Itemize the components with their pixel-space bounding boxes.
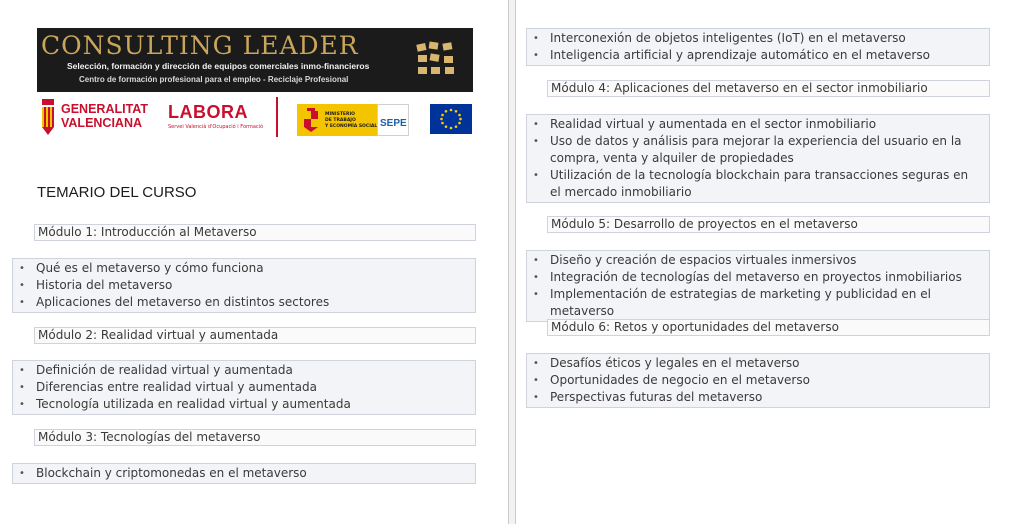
list-item: • Qué es el metaverso y cómo funciona — [13, 260, 475, 277]
logo-divider — [276, 97, 278, 137]
module-2-heading: Módulo 2: Realidad virtual y aumentada — [34, 327, 476, 344]
page-separator — [508, 0, 516, 524]
consulting-leader-banner — [37, 28, 473, 92]
document-page-left — [0, 0, 508, 524]
banner-tagline: Centro de formación profesional para el empleo - Reciclaje Profesional — [79, 75, 349, 84]
module-4-heading: Módulo 4: Aplicaciones del metaverso en el sector inmobiliario — [547, 80, 990, 97]
list-item: • Diferencias entre realidad virtual y aumentada — [13, 379, 475, 396]
module-6-list — [526, 353, 990, 408]
list-item: • Integración de tecnologías del metaverso en proyectos inmobiliarios — [527, 269, 989, 286]
module-3-list-continued — [526, 28, 990, 66]
eu-flag-icon — [430, 104, 472, 134]
generalitat-line2: VALENCIANA — [61, 116, 143, 130]
list-item: • Aplicaciones del metaverso en distintos sectores — [13, 294, 475, 311]
list-item: • Tecnología utilizada en realidad virtual y aumentada — [13, 396, 475, 413]
course-title: TEMARIO DEL CURSO — [37, 184, 197, 201]
ministry-logo — [297, 104, 377, 136]
list-item: • Oportunidades de negocio en el metaverso — [527, 372, 989, 389]
module-3-list — [12, 463, 476, 484]
list-item: • Uso de datos y análisis para mejorar la experiencia del usuario en la compra, venta y alquiler de propiedades — [527, 133, 989, 167]
list-item: • Realidad virtual y aumentada en el sector inmobiliario — [527, 116, 989, 133]
module-3-heading: Módulo 3: Tecnologías del metaverso — [34, 429, 476, 446]
module-6-heading: Módulo 6: Retos y oportunidades del metaverso — [547, 319, 990, 336]
generalitat-line1: GENERALITAT — [61, 102, 149, 116]
ministry-line3: Y ECONOMÍA SOCIAL — [325, 124, 378, 129]
banner-subtitle: Selección, formación y dirección de equipos comerciales inmo-financieros — [67, 61, 370, 71]
generalitat-valenciana-logo — [61, 102, 148, 130]
labora-subtitle: Servei Valencià d'Ocupació i Formació — [168, 124, 264, 130]
generalitat-emblem-icon — [39, 97, 57, 137]
list-item: • Definición de realidad virtual y aumentada — [13, 362, 475, 379]
module-1-heading: Módulo 1: Introducción al Metaverso — [34, 224, 476, 241]
ministry-line1: MINISTERIO — [325, 112, 355, 117]
list-item: • Inteligencia artificial y aprendizaje automático en el metaverso — [527, 47, 989, 64]
spain-shield-icon — [301, 108, 321, 132]
sepe-logo — [377, 104, 409, 136]
list-item: • Implementación de estrategias de marketing y publicidad en el metaverso — [527, 286, 989, 320]
list-item: • Blockchain y criptomonedas en el metaverso — [13, 465, 475, 482]
list-item: • Desafíos éticos y legales en el metaverso — [527, 355, 989, 372]
cubes-logo-icon — [415, 40, 461, 82]
ministry-text — [325, 112, 377, 130]
list-item: • Perspectivas futuras del metaverso — [527, 389, 989, 406]
banner-title: CONSULTING LEADER — [41, 31, 359, 60]
list-item: • Utilización de la tecnología blockchain para transacciones seguras en el mercado inmobiliario — [527, 167, 989, 201]
list-item: • Historia del metaverso — [13, 277, 475, 294]
module-2-list — [12, 360, 476, 415]
document-page-right — [516, 0, 1024, 524]
list-item: • Diseño y creación de espacios virtuales inmersivos — [527, 252, 989, 269]
sepe-text: SEPE — [380, 118, 407, 129]
ministry-line2: DE TRABAJO — [325, 118, 356, 123]
module-5-heading: Módulo 5: Desarrollo de proyectos en el metaverso — [547, 216, 990, 233]
module-1-list — [12, 258, 476, 313]
labora-logo: LABORA — [168, 102, 248, 122]
module-5-list — [526, 250, 990, 322]
module-4-list — [526, 114, 990, 203]
list-item: • Interconexión de objetos inteligentes (IoT) en el metaverso — [527, 30, 989, 47]
sponsor-logos-row — [37, 97, 473, 141]
